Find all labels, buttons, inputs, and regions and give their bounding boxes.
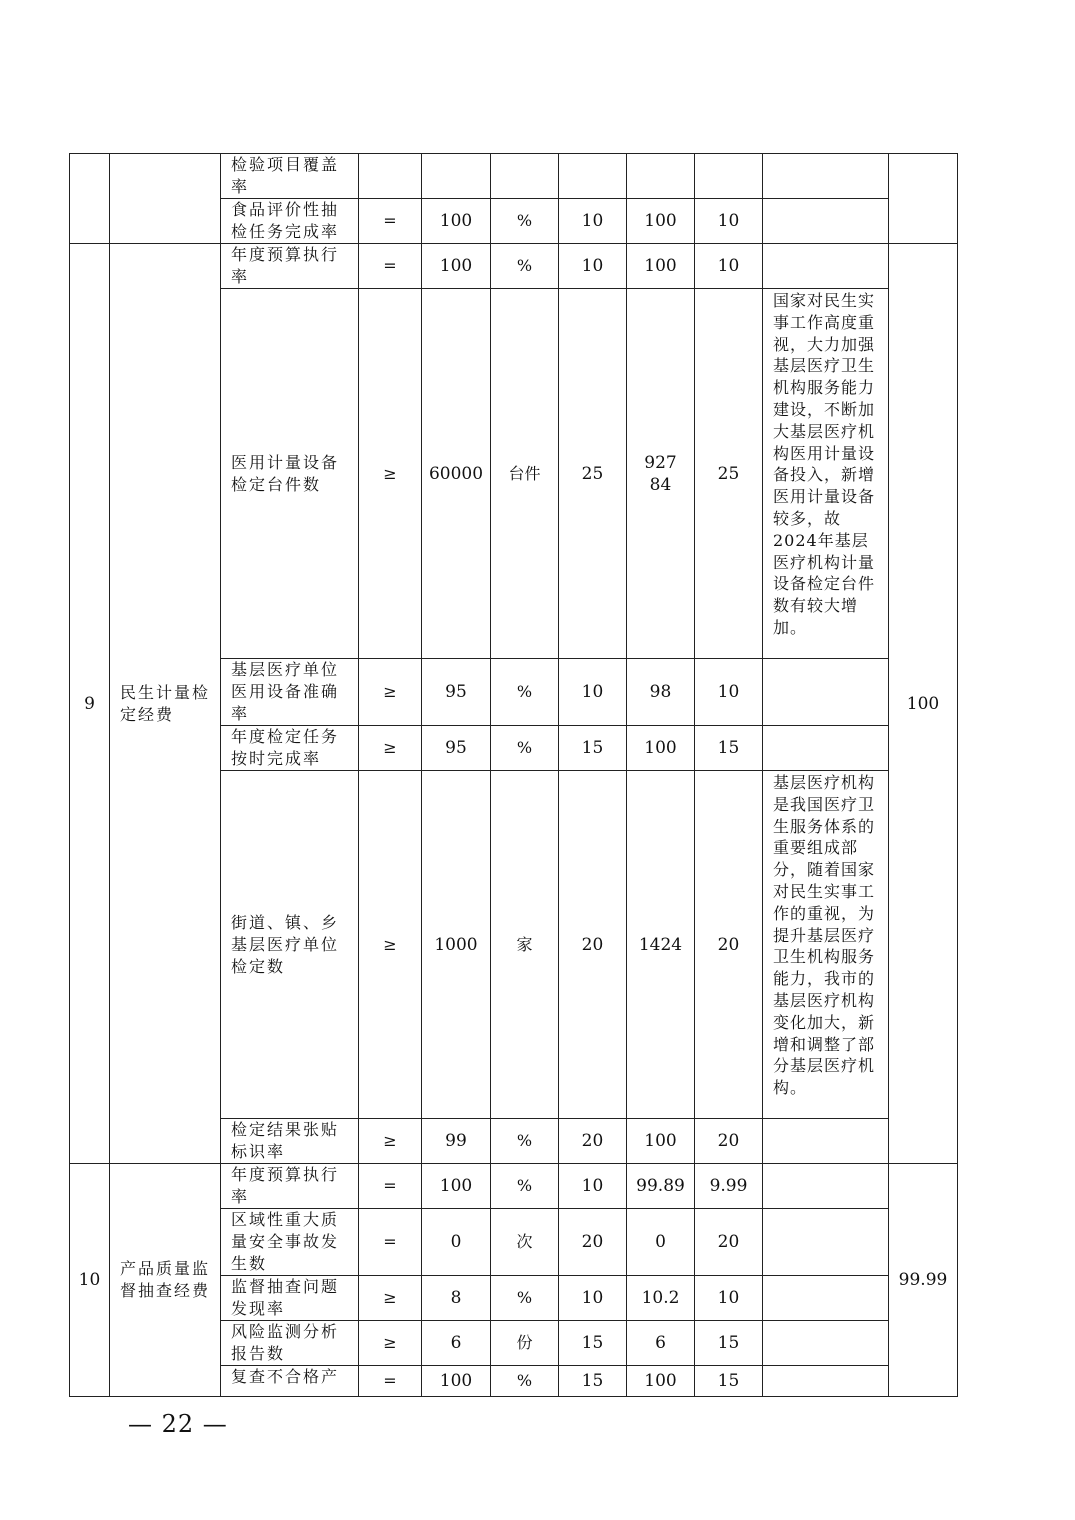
- weight-value: 10: [559, 199, 627, 244]
- unit: [491, 154, 559, 199]
- project-name: 产品质量监督抽查经费: [110, 1164, 221, 1397]
- indicator-name: 年度预算执行率: [221, 1164, 359, 1209]
- indicator-name: 风险监测分析报告数: [221, 1321, 359, 1366]
- score-value: 10: [695, 244, 763, 289]
- unit: %: [491, 1276, 559, 1321]
- indicator-name: 街道、镇、乡基层医疗单位检定数: [221, 771, 359, 1119]
- unit: %: [491, 726, 559, 771]
- score-value: 9.99: [695, 1164, 763, 1209]
- operator: =: [359, 199, 422, 244]
- operator: ≥: [359, 289, 422, 659]
- weight-value: 10: [559, 244, 627, 289]
- operator: =: [359, 244, 422, 289]
- actual-value: 100: [627, 244, 695, 289]
- target-value: 99: [422, 1119, 491, 1164]
- indicator-name: 监督抽查问题发现率: [221, 1276, 359, 1321]
- target-value: 100: [422, 1164, 491, 1209]
- total-score-cell: [889, 154, 958, 244]
- total-score: 100: [889, 244, 958, 1164]
- actual-value: 100: [627, 1119, 695, 1164]
- operator: ≥: [359, 726, 422, 771]
- actual-value: 100: [627, 1366, 695, 1397]
- actual-value: 92784: [627, 289, 695, 659]
- score-value: 10: [695, 659, 763, 726]
- weight-value: 15: [559, 1366, 627, 1397]
- indicator-name: 区域性重大质量安全事故发生数: [221, 1209, 359, 1276]
- note-cell: [763, 154, 889, 199]
- weight-value: 10: [559, 1276, 627, 1321]
- page-number: — 22 —: [128, 1410, 228, 1438]
- score-value: 10: [695, 1276, 763, 1321]
- unit: 家: [491, 771, 559, 1119]
- actual-value: 99.89: [627, 1164, 695, 1209]
- weight-value: 10: [559, 1164, 627, 1209]
- indicator-name: 基层医疗单位医用设备准确率: [221, 659, 359, 726]
- actual-value: 1424: [627, 771, 695, 1119]
- target-value: 1000: [422, 771, 491, 1119]
- note-cell: 国家对民生实事工作高度重视，大力加强基层医疗卫生机构服务能力建设，不断加大基层医疗机构医用计量设备投入，新增医用计量设备较多，故2024年基层医疗机构计量设备检定台件数有较大增加。: [763, 289, 889, 659]
- score-value: 15: [695, 726, 763, 771]
- operator: [359, 154, 422, 199]
- weight-value: 25: [559, 289, 627, 659]
- note-cell: 基层医疗机构是我国医疗卫生服务体系的重要组成部分，随着国家对民生实事工作的重视，为提升基层医疗卫生机构服务能力，我市的基层医疗机构变化加大，新增和调整了部分基层医疗机构。: [763, 771, 889, 1119]
- score-value: 10: [695, 199, 763, 244]
- operator: ≥: [359, 771, 422, 1119]
- actual-value: 6: [627, 1321, 695, 1366]
- target-value: 95: [422, 726, 491, 771]
- note-cell: [763, 244, 889, 289]
- weight-value: 20: [559, 771, 627, 1119]
- target-value: 8: [422, 1276, 491, 1321]
- score-value: 15: [695, 1321, 763, 1366]
- actual-value: 0: [627, 1209, 695, 1276]
- unit: %: [491, 659, 559, 726]
- note-cell: [763, 1164, 889, 1209]
- indicator-name: 检定结果张贴标识率: [221, 1119, 359, 1164]
- row-number-cell: [70, 154, 110, 244]
- unit: 份: [491, 1321, 559, 1366]
- weight-value: [559, 154, 627, 199]
- target-value: 0: [422, 1209, 491, 1276]
- operator: =: [359, 1164, 422, 1209]
- operator: ≥: [359, 1119, 422, 1164]
- row-number: 9: [70, 244, 110, 1164]
- indicator-name: 年度预算执行率: [221, 244, 359, 289]
- row-number: 10: [70, 1164, 110, 1397]
- actual-value: 100: [627, 726, 695, 771]
- unit: %: [491, 199, 559, 244]
- project-name-cell: [110, 154, 221, 244]
- note-cell: [763, 659, 889, 726]
- target-value: 100: [422, 244, 491, 289]
- score-value: 20: [695, 1209, 763, 1276]
- weight-value: 20: [559, 1119, 627, 1164]
- score-value: 20: [695, 771, 763, 1119]
- operator: ≥: [359, 1276, 422, 1321]
- weight-value: 10: [559, 659, 627, 726]
- operator: =: [359, 1209, 422, 1276]
- target-value: [422, 154, 491, 199]
- indicator-name: 医用计量设备检定台件数: [221, 289, 359, 659]
- operator: =: [359, 1366, 422, 1397]
- total-score: 99.99: [889, 1164, 958, 1397]
- unit: %: [491, 244, 559, 289]
- weight-value: 15: [559, 726, 627, 771]
- actual-value: [627, 154, 695, 199]
- indicator-name: 复查不合格产: [221, 1366, 359, 1397]
- unit: 次: [491, 1209, 559, 1276]
- unit: %: [491, 1119, 559, 1164]
- note-cell: [763, 1366, 889, 1397]
- performance-table: [69, 153, 958, 1397]
- actual-value: 98: [627, 659, 695, 726]
- note-cell: [763, 726, 889, 771]
- indicator-name: 年度检定任务按时完成率: [221, 726, 359, 771]
- note-cell: [763, 199, 889, 244]
- project-name: 民生计量检定经费: [110, 244, 221, 1164]
- unit: %: [491, 1366, 559, 1397]
- score-value: 15: [695, 1366, 763, 1397]
- weight-value: 15: [559, 1321, 627, 1366]
- target-value: 100: [422, 1366, 491, 1397]
- note-cell: [763, 1119, 889, 1164]
- score-value: 25: [695, 289, 763, 659]
- weight-value: 20: [559, 1209, 627, 1276]
- table-row: [70, 1164, 958, 1209]
- note-cell: [763, 1209, 889, 1276]
- score-value: 20: [695, 1119, 763, 1164]
- actual-value: 100: [627, 199, 695, 244]
- target-value: 100: [422, 199, 491, 244]
- indicator-name: 检验项目覆盖率: [221, 154, 359, 199]
- score-value: [695, 154, 763, 199]
- operator: ≥: [359, 659, 422, 726]
- note-cell: [763, 1276, 889, 1321]
- table-row: [70, 154, 958, 199]
- target-value: 6: [422, 1321, 491, 1366]
- unit: 台件: [491, 289, 559, 659]
- operator: ≥: [359, 1321, 422, 1366]
- table-row: [70, 244, 958, 289]
- note-cell: [763, 1321, 889, 1366]
- target-value: 60000: [422, 289, 491, 659]
- target-value: 95: [422, 659, 491, 726]
- unit: %: [491, 1164, 559, 1209]
- indicator-name: 食品评价性抽检任务完成率: [221, 199, 359, 244]
- actual-value: 10.2: [627, 1276, 695, 1321]
